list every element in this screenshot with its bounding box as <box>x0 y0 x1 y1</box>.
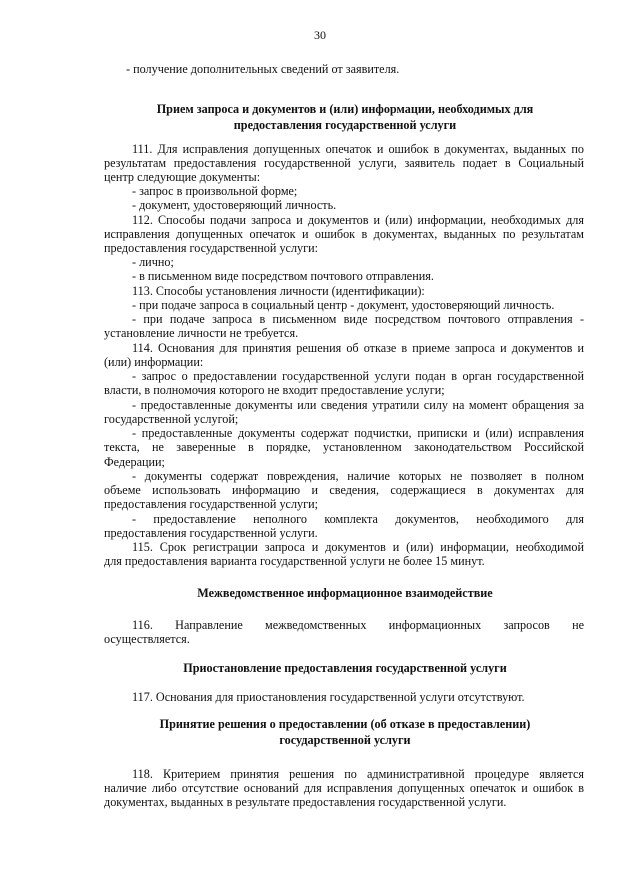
section-heading: Межведомственное информационное взаимодействие <box>197 586 493 600</box>
text-line: центр следующие документы: <box>104 170 261 184</box>
text-line: 114. Основания для принятия решения об отказе в приеме запроса и документов и <box>132 341 584 355</box>
text-line: предоставления государственной услуги: <box>104 241 319 255</box>
text-line: - предоставление неполного комплекта документов, необходимого для <box>132 512 584 526</box>
text-line: - запрос в произвольной форме; <box>132 184 298 198</box>
text-line: - при подаче запроса в социальный центр - документ, удостоверяющий личность. <box>132 298 555 312</box>
text-line: осуществляется. <box>104 632 190 646</box>
section-heading: Принятие решения о предоставлении (об отказе в предоставлении) <box>159 717 531 731</box>
text-line: предоставления государственной услуги; <box>104 497 319 511</box>
text-line: 117. Основания для приостановления государственной услуги отсутствуют. <box>132 690 525 704</box>
text-line: 115. Срок регистрации запроса и документов и (или) информации, необходимой <box>132 540 584 554</box>
text-line: - при подаче запроса в письменном виде посредством почтового отправления - <box>132 312 584 326</box>
text-line: - документы содержат повреждения, наличие которых не позволяет в полном <box>132 469 584 483</box>
text-line: текста, не заверенные в порядке, установленном законодательством Российской <box>104 440 584 454</box>
text-line: исправления допущенных опечаток и ошибок в документах, выданных по результатам <box>104 227 584 241</box>
text-line: - предоставленные документы содержат подчистки, приписки и (или) исправления <box>132 426 584 440</box>
text-line: объеме использовать информацию и сведения, содержащиеся в документах для <box>104 483 584 497</box>
text-line: наличие либо отсутствие оснований для исправления допущенных опечаток и ошибок в <box>104 781 584 795</box>
text-line: - лично; <box>132 255 174 269</box>
text-line: установление личности не требуется. <box>104 326 299 340</box>
page-number: 30 <box>314 28 326 42</box>
text-line: 113. Способы установления личности (идентификации): <box>132 284 425 298</box>
text-line: - в письменном виде посредством почтового отправления. <box>132 269 434 283</box>
text-line: (или) информации: <box>104 355 204 369</box>
text-line: 111. Для исправления допущенных опечаток и ошибок в документах, выданных по <box>132 142 584 156</box>
text-line: документах, выданных в результате предоставления государственной услуги. <box>104 795 507 809</box>
text-line: Федерации; <box>104 455 165 469</box>
text-line: 116. Направление межведомственных информационных запросов не <box>132 618 584 632</box>
text-line: результатам предоставления государственной услуги, заявитель подает в Социальный <box>104 156 584 170</box>
section-heading: Прием запроса и документов и (или) информации, необходимых для <box>156 102 534 116</box>
text-line: - документ, удостоверяющий личность. <box>132 198 337 212</box>
text-line: государственной услугой; <box>104 412 239 426</box>
text-line: 112. Способы подачи запроса и документов и (или) информации, необходимых для <box>132 213 584 227</box>
text-line: власти, в полномочия которого не входит предоставление услуги; <box>104 383 445 397</box>
section-heading: предоставления государственной услуги <box>233 118 457 132</box>
text-line: предоставления государственной услуги. <box>104 526 318 540</box>
section-heading: государственной услуги <box>279 733 411 747</box>
text-line: 118. Критерием принятия решения по административной процедуре является <box>132 767 584 781</box>
text-line: - запрос о предоставлении государственной услуги подан в орган государственной <box>132 369 584 383</box>
text-line: - получение дополнительных сведений от заявителя. <box>126 62 400 76</box>
text-line: для предоставления варианта государственной услуги не более 15 минут. <box>104 554 485 568</box>
text-line: - предоставленные документы или сведения утратили силу на момент обращения за <box>132 398 584 412</box>
section-heading: Приостановление предоставления государственной услуги <box>183 661 507 675</box>
